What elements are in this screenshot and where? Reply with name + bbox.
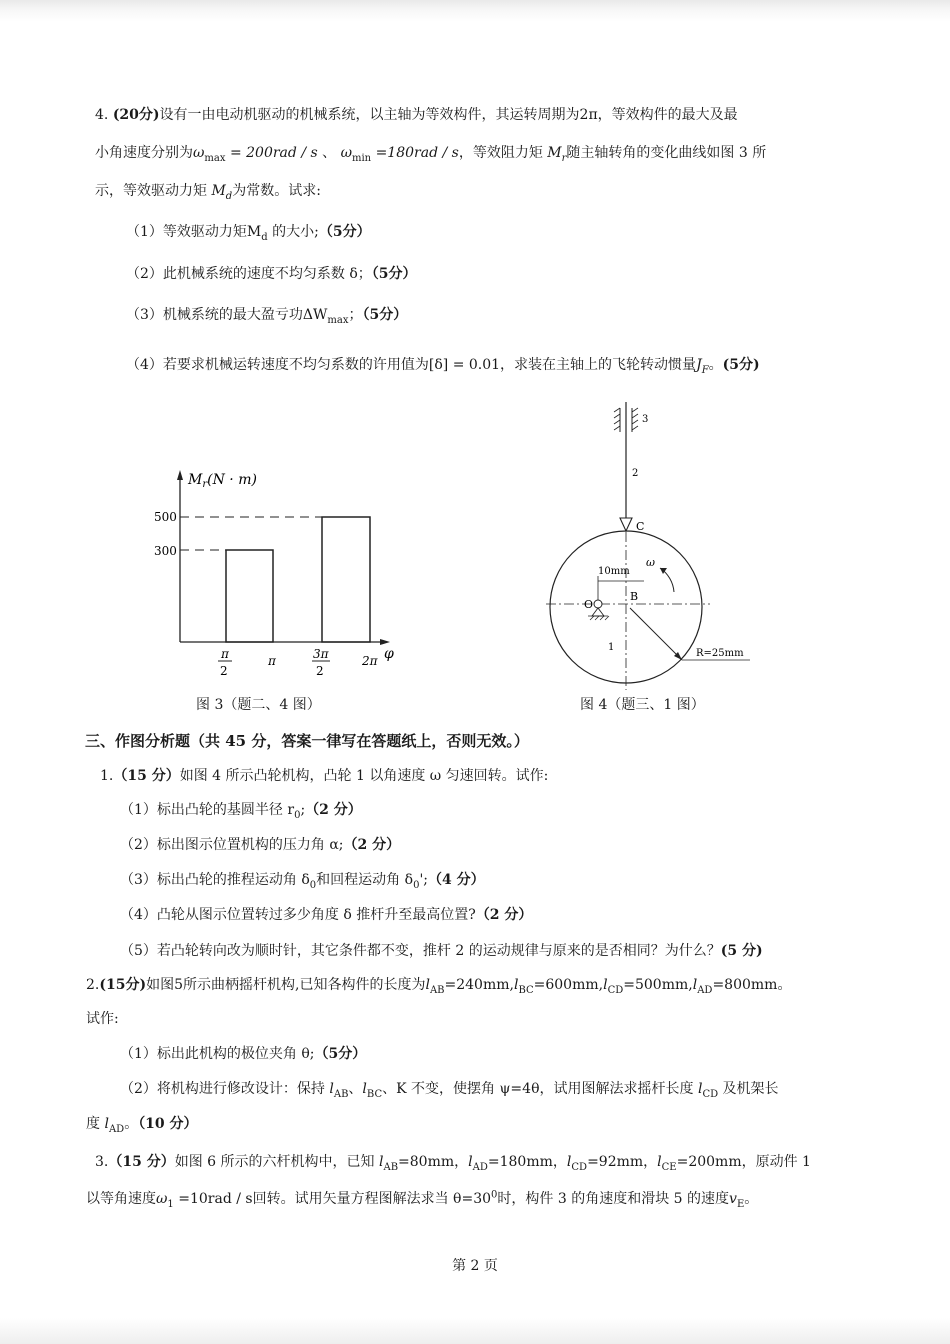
q4-sub3-score: （5分） (362, 307, 408, 323)
md-sub: d (225, 190, 233, 202)
p1-number: 1. (100, 768, 114, 784)
p1-s3-mid: 和回程运动角 δ (316, 872, 414, 888)
fig4-radius-label: R=25mm (696, 648, 744, 659)
p2-sub-2 (120, 1079, 779, 1099)
q4-sub3-tail: ； (348, 307, 363, 323)
p3-number: 3. (95, 1154, 109, 1170)
q4-sub4-score: (5分) (722, 357, 760, 373)
p1-sub-5 (120, 941, 763, 961)
p2-lad: l (692, 977, 698, 993)
fig3-ytick-300: 300 (154, 544, 177, 558)
jf-symbol: J (696, 357, 702, 373)
section-3-heading: 三、作图分析题（共 45 分，答案一律写在答题纸上，否则无效。） (85, 732, 529, 750)
md-symbol: M (211, 183, 226, 199)
mr-sub: r (561, 152, 567, 164)
figure-3-chart (140, 460, 410, 690)
p2-s2-text-c: 、K 不变，使摆角 ψ=4θ，试用图解法求摇杆长度 (382, 1081, 698, 1097)
fig3-xtick-pi2-num: π (221, 647, 229, 661)
fig4-label-3: 3 (642, 414, 649, 425)
p3-line-2 (86, 1189, 758, 1209)
p2-lbc-val: =600mm, (533, 977, 604, 993)
p1-s4-score: （2 分） (475, 907, 533, 923)
q4-sub-4 (126, 355, 760, 375)
p2-s2-text-b: 、 (348, 1081, 363, 1097)
q4-text-2c: 随主轴转角的变化曲线如图 3 所 (566, 145, 767, 161)
fig4-label-b: B (630, 590, 639, 603)
p2-s2-score: （10 分） (138, 1116, 198, 1132)
p2-s2-lab-sub: AB (333, 1088, 349, 1100)
p1-s1-score: （2 分） (305, 802, 362, 818)
figure-3-caption: 图 3（题二、4 图） (196, 697, 321, 713)
p2-lcd-sub: CD (607, 984, 624, 996)
fig4-pivot-support (592, 608, 604, 616)
fig4-label-2: 2 (632, 468, 639, 479)
q4-sub3-sub: max (327, 314, 349, 326)
p3-omega1-val: =10rad / s (173, 1191, 253, 1207)
p3-line2-b: 回转。试用矢量方程图解法求当 θ=30 (252, 1191, 492, 1207)
fig4-label-o: O (584, 598, 594, 611)
p1-s1-text: （1）标出凸轮的基圆半径 r (120, 802, 295, 818)
p3-score: （15 分） (108, 1154, 175, 1170)
p1-sub-3 (120, 870, 485, 890)
p1-text: 如图 4 所示凸轮机构，凸轮 1 以角速度 ω 匀速回转。试作: (179, 768, 549, 784)
p3-line2-d: 。 (744, 1191, 759, 1207)
q4-text-2a: 小角速度分别为 (95, 145, 193, 161)
omega-min-value: =180rad / s (371, 145, 459, 161)
q4-line-1 (95, 105, 738, 125)
p2-s2-text-d: 及机架长 (718, 1081, 779, 1097)
fig3-xtick-pi2-den: 2 (220, 664, 228, 678)
p3-lce-val: =200mm，原动件 1 (676, 1154, 811, 1170)
fig3-y-arrow (177, 470, 183, 480)
p3-text: 如图 6 所示的六杆机构中，已知 (174, 1154, 379, 1170)
q4-separator: 、 (317, 145, 341, 161)
q4-sub-1 (126, 222, 371, 242)
p1-line-1 (100, 766, 548, 786)
p2-score: (15分) (99, 977, 147, 993)
p2-s2-text-a: （2）将机构进行修改设计：保持 (120, 1081, 330, 1097)
p3-line-1 (95, 1152, 811, 1172)
q4-text-2b: ，等效阻力矩 (458, 145, 548, 161)
p3-lce-sub: CE (661, 1161, 677, 1173)
fig3-x-label: φ (384, 646, 394, 662)
p1-sub-4 (120, 905, 532, 925)
q4-sub4-tail: 。 (708, 357, 723, 373)
p3-ve-sub: E (736, 1198, 745, 1210)
p3-omega1-sub: 1 (167, 1198, 174, 1210)
p1-s3-sub: 0 (309, 879, 317, 891)
p3-lad-val: =180mm， (487, 1154, 567, 1170)
p3-line2-c: 时，构件 3 的角速度和滑块 5 的速度 (497, 1191, 730, 1207)
q4-sub-2 (126, 264, 417, 284)
p1-s2-score: （2 分） (343, 837, 401, 853)
q4-text-3b: 为常数。试求: (232, 183, 321, 199)
fig4-pivot (594, 600, 602, 608)
omega-min-symbol: ω (340, 145, 352, 161)
p3-line2-a: 以等角速度 (86, 1191, 156, 1207)
fig3-bar-500 (322, 517, 370, 642)
p2-line-1 (86, 975, 791, 995)
p3-lad: l (468, 1154, 473, 1170)
q4-text-1: 设有一由电动机驱动的机械系统，以主轴为等效构件，其运转周期为2π，等效构件的最大及最 (159, 107, 738, 123)
fig3-y-label: $M_r(N \cdot m)$ (188, 472, 257, 490)
p3-lcd-val: =92mm， (587, 1154, 658, 1170)
omega-min-sub: min (352, 152, 372, 164)
fig3-xtick-3pi2-den: 2 (316, 664, 324, 678)
omega-max-sub: max (204, 152, 226, 164)
p1-s3-text: （3）标出凸轮的推程运动角 δ (120, 872, 310, 888)
p2-s2-lab: l (329, 1081, 334, 1097)
q4-sub1-score: （5分） (318, 224, 371, 240)
q4-sub1-sub: d (261, 231, 268, 243)
p1-s1-sub: 0 (294, 809, 301, 821)
p1-sub-2 (120, 835, 400, 855)
q4-sub2-text: （2）此机械系统的速度不均匀系数 δ； (126, 266, 372, 282)
fig3-xtick-2pi: 2π (362, 654, 378, 668)
omega-max-symbol: ω (193, 145, 205, 161)
jf-sub: F (701, 364, 709, 376)
fig4-ground-hatch (588, 616, 609, 620)
p1-sub-1 (120, 800, 362, 820)
fig4-label-1: 1 (608, 642, 615, 653)
p3-lcd: l (566, 1154, 572, 1170)
p3-omega1: ω (156, 1191, 168, 1207)
q4-sub4-text: （4）若要求机械运转速度不均匀系数的许用值为[δ] = 0.01，求装在主轴上的飞轮转动惯量 (126, 357, 697, 373)
p2-number: 2. (86, 977, 100, 993)
p2-s2-lcd: l (697, 1081, 703, 1097)
q4-sub1-tail: 的大小; (267, 224, 319, 240)
q4-sub3-text: （3）机械系统的最大盈亏功ΔW (126, 307, 328, 323)
p2-lcd: l (603, 977, 608, 993)
omega-max-value: = 200rad / s (225, 145, 318, 161)
fig3-bar-300 (226, 550, 273, 642)
p2-lbc: l (513, 977, 519, 993)
p2-lab-sub: AB (429, 984, 445, 996)
p2-lab: l (425, 977, 430, 993)
p1-s2-text: （2）标出图示位置机构的压力角 α; (120, 837, 344, 853)
p2-sub-2-line-2 (86, 1114, 198, 1134)
p2-s1-score: （5分） (314, 1046, 367, 1062)
p1-s5-text: （5）若凸轮转向改为顺时针，其它条件都不变，推杆 2 的运动规律与原来的是否相同？为什么？ (120, 943, 721, 959)
p2-s2-lbc: l (362, 1081, 367, 1097)
fig4-label-c: C (636, 520, 645, 533)
p2-lcd-val: =500mm, (623, 977, 693, 993)
p2-s2-line2-a: 度 (86, 1116, 105, 1132)
p3-degree: 0 (491, 1189, 498, 1201)
p2-s2-lad: l (104, 1116, 109, 1132)
p3-lad-sub: AD (472, 1161, 488, 1173)
q4-sub1-text: （1）等效驱动力矩M (126, 224, 262, 240)
p3-ve: v (729, 1191, 737, 1207)
fig4-dim-10mm: 10mm (598, 566, 630, 577)
p2-s2-line2-b: 。 (124, 1116, 139, 1132)
p2-lbc-sub: BC (518, 984, 534, 996)
p1-s3-sub2: 0 (413, 879, 420, 891)
p2-text: 如图5所示曲柄摇杆机构,已知各构件的长度为 (146, 977, 426, 993)
q4-number: 4. (95, 107, 109, 123)
p2-s2-lcd-sub: CD (702, 1088, 719, 1100)
fig4-radius-line (630, 608, 682, 660)
q4-sub2-score: （5分） (371, 266, 417, 282)
q4-sub-3 (126, 305, 407, 325)
page-number: 第 2 页 (452, 1258, 498, 1274)
p3-lcd-sub: CD (571, 1161, 588, 1173)
p2-s2-lad-sub: AD (108, 1123, 125, 1135)
fig3-xtick-pi: π (268, 654, 276, 668)
p3-lab-sub: AB (383, 1161, 399, 1173)
p3-lce: l (657, 1154, 662, 1170)
figure-4-caption: 图 4（题三、1 图） (580, 697, 705, 713)
p2-s2-lbc-sub: BC (366, 1088, 383, 1100)
figure-4-cam-diagram (540, 400, 770, 690)
mr-symbol: M (547, 145, 562, 161)
fig3-xtick-3pi2-num: 3π (313, 647, 329, 661)
fig3-x-arrow (380, 639, 390, 645)
fig4-knife-edge (620, 518, 632, 531)
p1-s3-score: （4 分） (428, 872, 485, 888)
fig3-ytick-500: 500 (154, 510, 177, 524)
p3-lab-val: =80mm， (398, 1154, 469, 1170)
q4-line-2 (95, 143, 766, 163)
p1-s1-tail: ; (300, 802, 306, 818)
p1-s5-score: (5 分) (720, 943, 763, 959)
p1-score: （15 分） (113, 768, 180, 784)
q4-score: (20分) (112, 107, 160, 123)
q4-line-3 (95, 181, 321, 201)
p2-line-2: 试作: (86, 1011, 119, 1027)
p2-sub-1 (120, 1044, 366, 1064)
p2-lad-val: =800mm。 (712, 977, 792, 993)
p2-lad-sub: AD (697, 984, 713, 996)
p2-lab-val: =240mm, (444, 977, 514, 993)
p1-s3-tail: '; (419, 872, 429, 888)
p1-s4-text: （4）凸轮从图示位置转过多少角度 δ 推杆升至最高位置? (120, 907, 476, 923)
p3-lab: l (378, 1154, 384, 1170)
p2-s1-text: （1）标出此机构的极位夹角 θ; (120, 1046, 315, 1062)
q4-text-3a: 示，等效驱动力矩 (95, 183, 212, 199)
fig4-omega-label: ω (646, 556, 655, 569)
